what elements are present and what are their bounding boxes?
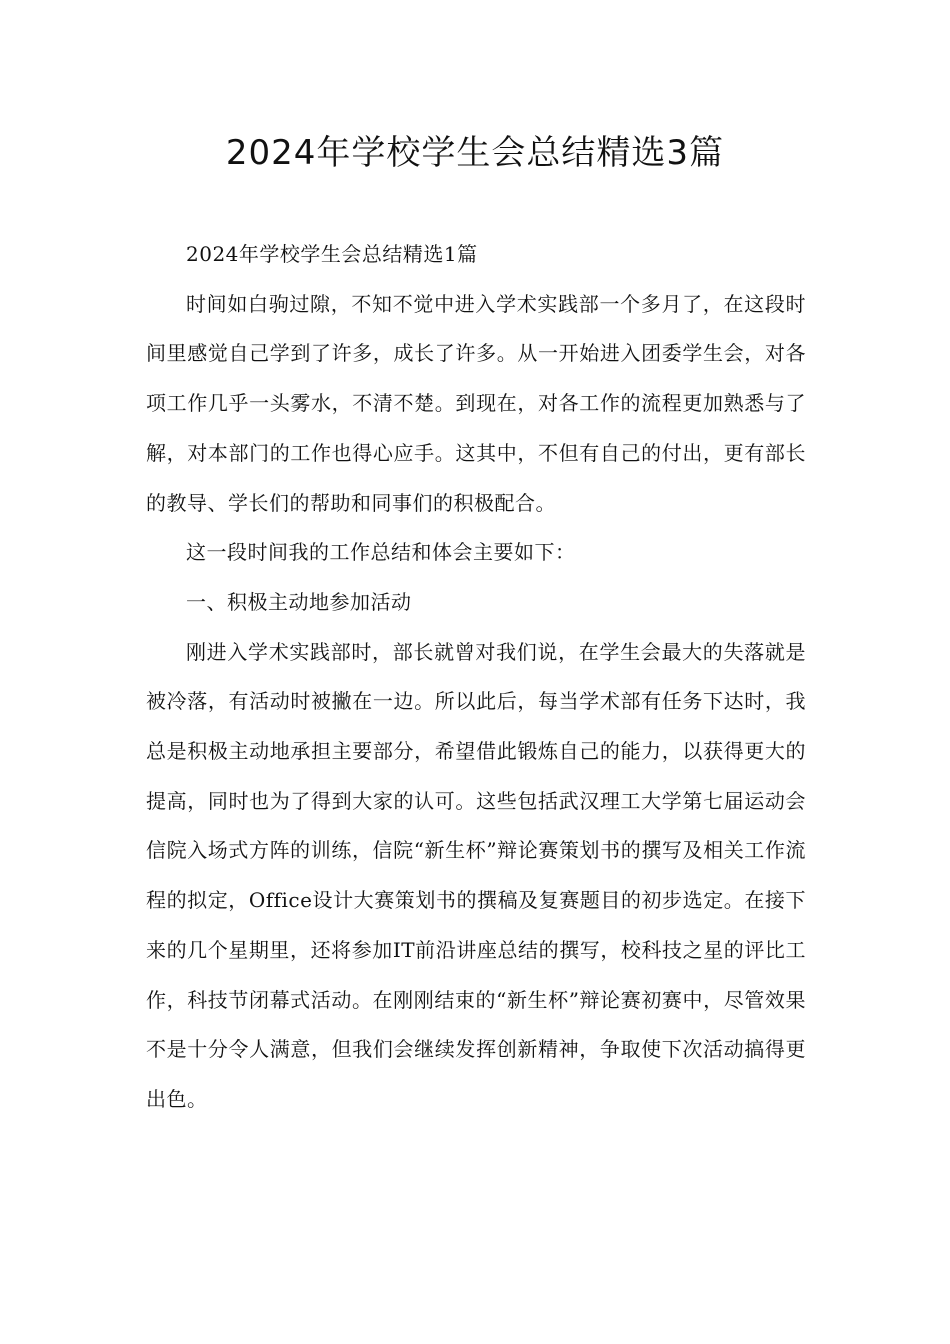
summary-lead-paragraph: 这一段时间我的工作总结和体会主要如下： [186,540,576,565]
document-body [146,230,806,1125]
intro-paragraph: 时间如白驹过隙，不知不觉中进入学术实践部一个多月了，在这段时间里感觉自己学到了许多，成长了许多。从一开始进入团委学生会，对各项工作几乎一头雾水，不清不楚。到现在，对各工作的流程更加熟悉与了解，对本部门的工作也得心应手。这其中，不但有自己的付出，更有部长的教导、学长们的帮助和同事们的积极配合。 [146,291,806,515]
subtitle-paragraph: 2024年学校学生会总结精选1篇 [186,242,478,266]
activities-paragraph: 刚进入学术实践部时，部长就曾对我们说，在学生会最大的失落就是被冷落，有活动时被撇在一边。所以此后，每当学术部有任务下达时，我总是积极主动地承担主要部分，希望借此锻炼自己的能力，以获得更大的提高，同时也为了得到大家的认可。这些包括武汉理工大学第七届运动会信院入场式方阵的训练，信院“新生杯”辩论赛策划书的撰写及相关工作流程的拟定，Office设计大赛策划书的撰稿及复赛题目的初步选定。在接下来的几个星期里，还将参加IT前沿讲座总结的撰写，校科技之星的评比工作，科技节闭幕式活动。在刚刚结束的“新生杯”辩论赛初赛中，尽管效果不是十分令人满意，但我们会继续发挥创新精神，争取使下次活动搞得更出色。 [146,639,806,1111]
document-title: 2024年学校学生会总结精选3篇 [225,133,725,173]
section-heading: 一、积极主动地参加活动 [186,589,412,614]
